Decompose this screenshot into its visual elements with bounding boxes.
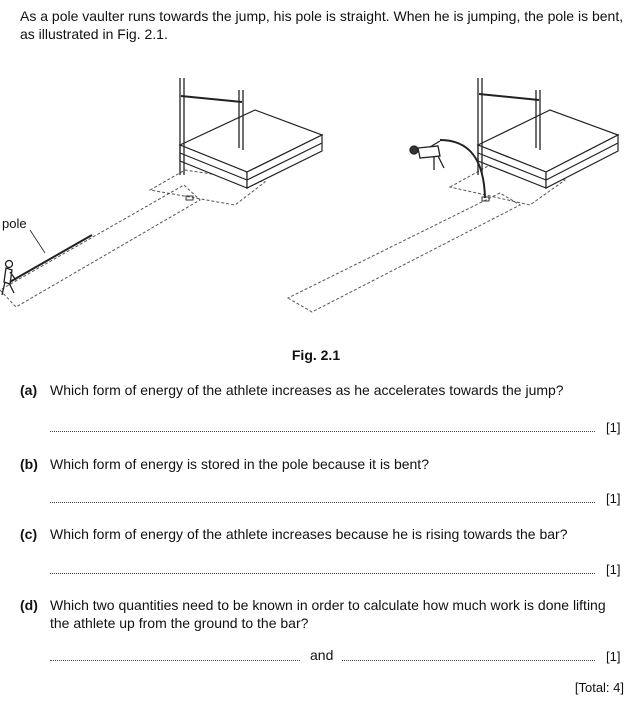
answer-line-a[interactable] xyxy=(50,418,624,436)
question-letter: (b) xyxy=(20,456,38,472)
question-c xyxy=(20,525,626,545)
figure-pole-vault xyxy=(0,66,632,346)
left-runway xyxy=(0,170,265,307)
answer-line-b[interactable] xyxy=(50,489,624,507)
answer-dots-first xyxy=(50,660,300,661)
answer-line-c[interactable] xyxy=(50,560,624,578)
answer-dots xyxy=(50,431,595,432)
right-landing-mat xyxy=(478,110,618,188)
vaulting-athlete xyxy=(410,141,444,170)
right-runway xyxy=(288,166,565,312)
running-athlete xyxy=(2,261,16,296)
answer-dots xyxy=(50,502,595,503)
mark-d: [1] xyxy=(606,649,621,664)
question-letter: (a) xyxy=(20,382,38,398)
question-d xyxy=(20,596,626,634)
total-marks: [Total: 4] xyxy=(574,680,624,695)
question-text: Which form of energy is stored in the pole because it is bent? xyxy=(50,456,429,472)
question-text: Which two quantities need to be known in order to calculate how much work is done lifting the athlete up from the ground to the bar? xyxy=(50,597,606,631)
straight-pole xyxy=(8,235,92,283)
question-text: Which form of energy of the athlete increases as he accelerates towards the jump? xyxy=(50,382,564,398)
answer-dots-second xyxy=(342,660,595,661)
question-letter: (c) xyxy=(20,526,38,542)
pole-label: pole xyxy=(2,216,27,231)
intro-text: As a pole vaulter runs towards the jump, his pole is straight. When he is jumping, the pole is bent, as illustrated in Fig. 2.1. xyxy=(20,8,624,42)
pole-label-leader xyxy=(30,230,45,253)
question-text: Which form of energy of the athlete increases because he is rising towards the bar? xyxy=(50,526,568,542)
question-a xyxy=(20,381,626,401)
mark-c: [1] xyxy=(606,562,621,577)
and-word: and xyxy=(310,647,334,663)
question-b xyxy=(20,455,626,475)
question-letter: (d) xyxy=(20,597,38,613)
figure-caption: Fig. 2.1 xyxy=(291,347,341,363)
mark-b: [1] xyxy=(606,491,621,506)
mark-a: [1] xyxy=(606,420,621,435)
answer-dots xyxy=(50,573,595,574)
answer-line-d[interactable] xyxy=(50,647,624,665)
left-landing-mat xyxy=(180,110,322,188)
